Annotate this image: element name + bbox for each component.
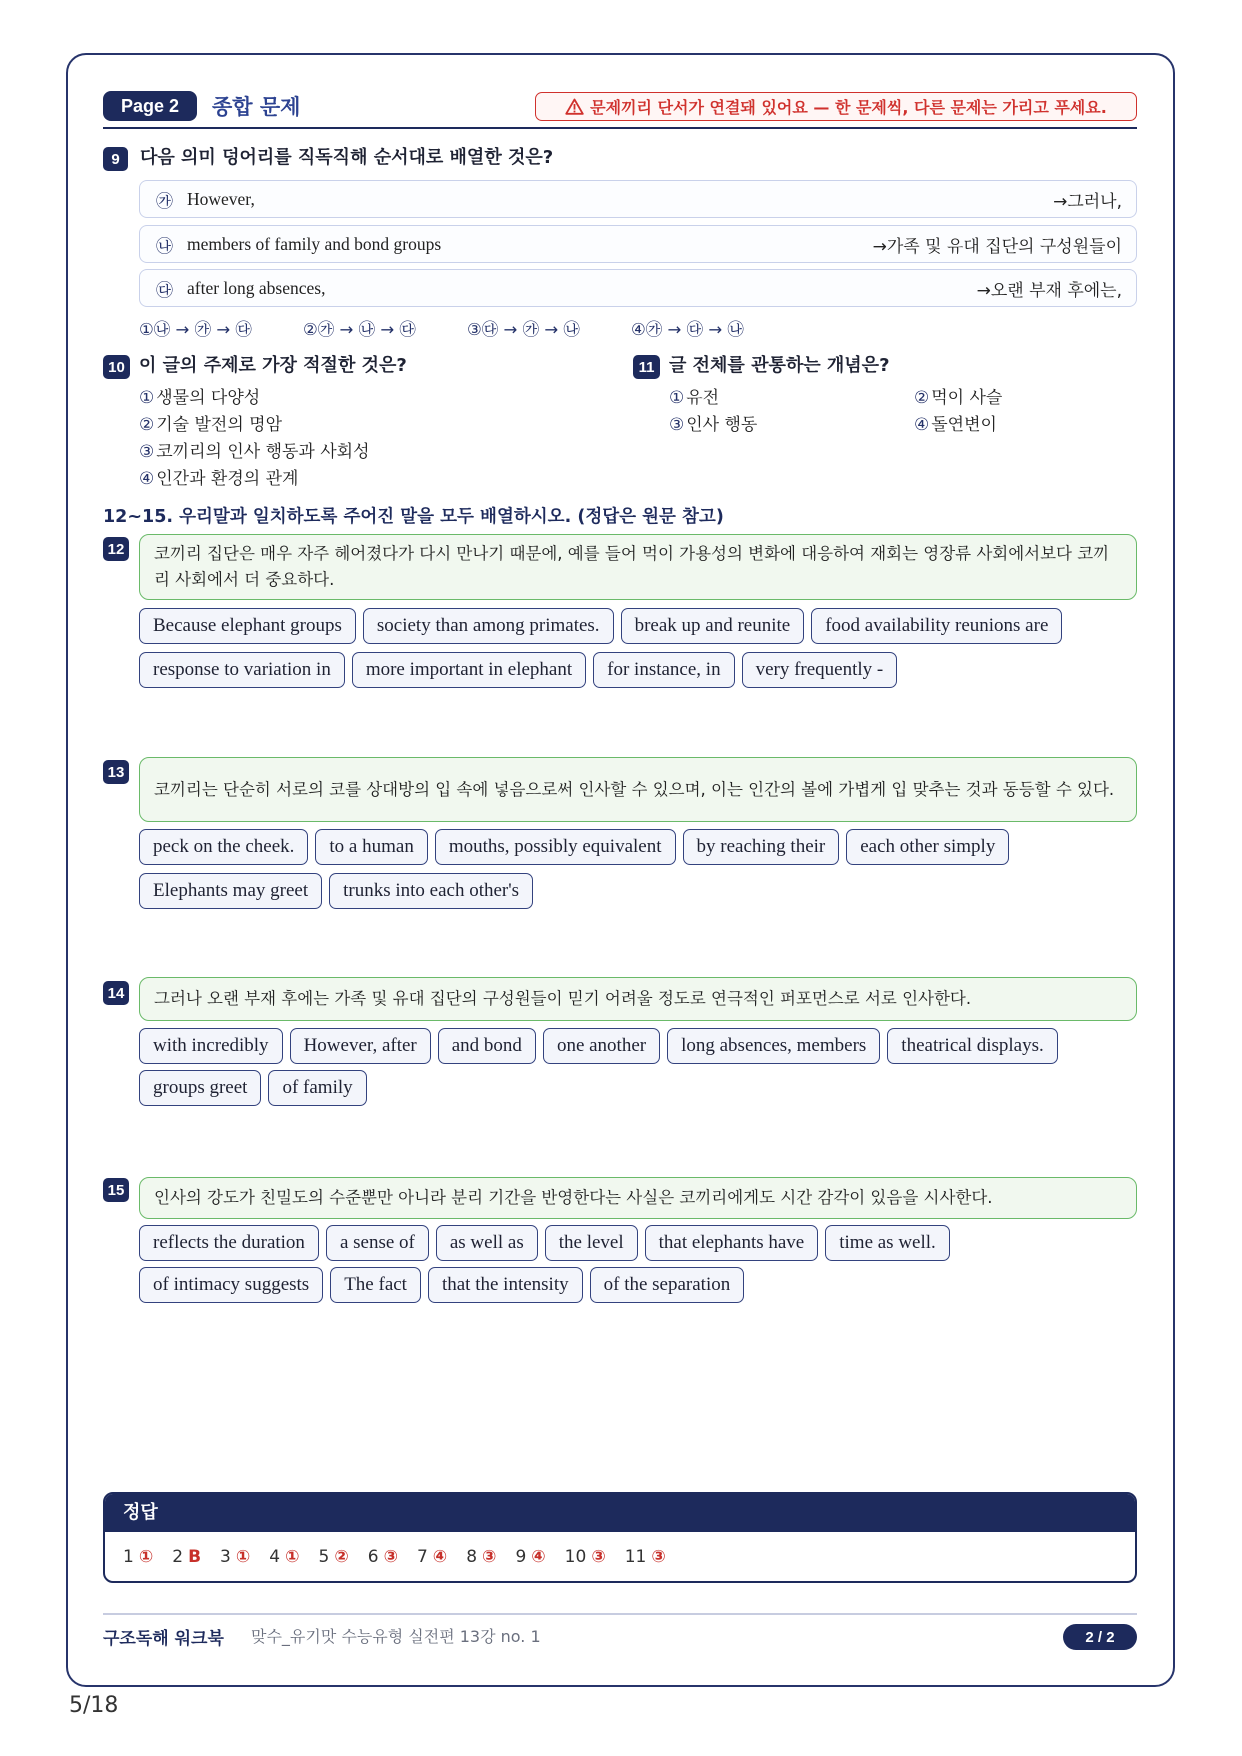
answer-number: 4 xyxy=(269,1547,281,1567)
answer-key-row xyxy=(105,1532,1135,1570)
word-chip: time as well. xyxy=(825,1225,950,1261)
word-chip: as well as xyxy=(436,1225,538,1261)
q9-choice-2 xyxy=(303,319,467,341)
option-marker: ③ xyxy=(139,442,155,462)
answer-key-title: 정답 xyxy=(105,1494,1135,1532)
arrange-section-heading: 12~15. 우리말과 일치하도록 주어진 말을 모두 배열하시오. (정답은 원문 참고) xyxy=(103,507,724,527)
q9-choice-3 xyxy=(467,319,631,341)
q9-choice-1 xyxy=(139,319,303,341)
word-chip: the level xyxy=(545,1225,638,1261)
question-badge-12: 12 xyxy=(103,537,129,561)
word-chip: peck on the cheek. xyxy=(139,829,308,865)
q12-chip-row-2 xyxy=(139,652,897,688)
section-title: 종합 문제 xyxy=(212,95,301,119)
option-text: 생물의 다양성 xyxy=(156,388,261,408)
q10-options xyxy=(139,385,370,493)
option-korean-gloss: →가족 및 유대 집단의 구성원들이 xyxy=(872,236,1122,257)
answer-number: 3 xyxy=(220,1547,231,1567)
option-marker: ㉯ xyxy=(156,236,173,257)
q15-chip-row-1 xyxy=(139,1225,950,1261)
word-chip: with incredibly xyxy=(139,1028,283,1064)
option-text: 유전 xyxy=(686,388,720,408)
answer-number: 2 xyxy=(172,1547,184,1567)
option-english: However, xyxy=(187,188,255,209)
answer-key-box xyxy=(103,1492,1137,1583)
answer-item xyxy=(269,1544,299,1570)
word-chip: more important in elephant xyxy=(352,652,586,688)
warning-text: 문제끼리 단서가 연결돼 있어요 — 한 문제씩, 다른 문제는 가리고 푸세요. xyxy=(590,98,1107,117)
q11-option-3 xyxy=(669,412,914,439)
question-11-prompt: 글 전체를 관통하는 개념은? xyxy=(669,355,890,376)
option-text: 기술 발전의 명암 xyxy=(156,415,283,435)
option-text: 돌연변이 xyxy=(931,415,997,435)
answer-number: 8 xyxy=(466,1547,478,1567)
answer-item xyxy=(417,1544,447,1570)
q12-chip-row-1 xyxy=(139,608,1062,644)
choice-sequence: ㉮ → ㉰ → ㉯ xyxy=(645,320,744,339)
option-korean-gloss: →오랜 부재 후에는, xyxy=(976,280,1122,301)
option-marker: ① xyxy=(669,388,685,408)
answer-item xyxy=(319,1544,349,1570)
q14-chip-row-1 xyxy=(139,1028,1058,1064)
answer-number: 7 xyxy=(416,1547,428,1567)
answer-mark: ② xyxy=(334,1547,349,1567)
word-chip: Because elephant groups xyxy=(139,608,356,644)
answer-mark: ① xyxy=(138,1547,154,1567)
option-english: members of family and bond groups xyxy=(187,233,442,254)
answer-mark: ④ xyxy=(531,1547,546,1567)
choice-sequence: ㉰ → ㉮ → ㉯ xyxy=(481,320,580,339)
footer-rule xyxy=(103,1613,1137,1615)
q11-options xyxy=(669,385,1114,439)
option-text: 인사 행동 xyxy=(686,415,758,435)
answer-mark: ① xyxy=(285,1547,300,1567)
word-chip: of the separation xyxy=(590,1267,745,1303)
question-badge-15: 15 xyxy=(103,1178,129,1202)
option-text: 먹이 사슬 xyxy=(931,388,1003,408)
word-chip: theatrical displays. xyxy=(887,1028,1057,1064)
answer-item xyxy=(368,1544,398,1570)
word-chip: food availability reunions are xyxy=(811,608,1062,644)
warning-banner xyxy=(535,92,1137,121)
option-marker: ④ xyxy=(139,469,155,489)
choice-sequence: ㉯ → ㉮ → ㉰ xyxy=(153,320,252,339)
answer-item xyxy=(515,1544,545,1570)
word-chip: and bond xyxy=(438,1028,536,1064)
word-chip: However, after xyxy=(290,1028,431,1064)
footer-brand: 구조독해 워크북 xyxy=(103,1629,224,1649)
answer-mark: ③ xyxy=(651,1547,666,1567)
q14-chip-row-2 xyxy=(139,1070,367,1106)
answer-mark: ③ xyxy=(383,1547,398,1567)
header-rule xyxy=(103,127,1137,129)
word-chip: The fact xyxy=(330,1267,421,1303)
question-badge-11: 11 xyxy=(633,355,660,379)
answer-item xyxy=(466,1544,496,1570)
question-10-prompt: 이 글의 주제로 가장 적절한 것은? xyxy=(139,355,407,376)
option-marker: ④ xyxy=(914,415,930,435)
word-chip: to a human xyxy=(315,829,427,865)
word-chip: Elephants may greet xyxy=(139,873,322,909)
answer-item xyxy=(220,1544,250,1570)
answer-number: 9 xyxy=(515,1547,527,1567)
option-marker: ㉰ xyxy=(156,280,173,301)
answer-mark: ③ xyxy=(482,1547,497,1567)
q9-option-na xyxy=(139,225,1137,263)
option-marker: ② xyxy=(139,415,155,435)
choice-marker: ③ xyxy=(467,320,482,339)
page-label-pill: Page 2 xyxy=(103,91,197,121)
answer-item xyxy=(172,1544,201,1570)
q9-option-da xyxy=(139,269,1137,307)
option-marker: ㉮ xyxy=(156,191,173,212)
option-marker: ① xyxy=(139,388,155,408)
q14-korean-sentence: 그러나 오랜 부재 후에는 가족 및 유대 집단의 구성원들이 믿기 어려울 정도로 연극적인 퍼포먼스로 서로 인사한다. xyxy=(139,977,1137,1021)
q9-option-ga xyxy=(139,180,1137,218)
option-marker: ③ xyxy=(669,415,685,435)
word-chip: one another xyxy=(543,1028,660,1064)
q13-chip-row-1 xyxy=(139,829,1009,865)
question-badge-14: 14 xyxy=(103,981,129,1005)
word-chip: reflects the duration xyxy=(139,1225,319,1261)
q9-choice-4 xyxy=(631,319,795,341)
answer-mark: ④ xyxy=(432,1547,448,1567)
footer-page-pill: 2 / 2 xyxy=(1063,1624,1137,1650)
footer-subtitle: 맞수_유기맛 수능유형 실전편 13강 no. 1 xyxy=(251,1627,541,1646)
word-chip: that elephants have xyxy=(645,1225,819,1261)
word-chip: very frequently - xyxy=(742,652,898,688)
q11-option-4 xyxy=(914,412,1114,439)
word-chip: each other simply xyxy=(846,829,1009,865)
q10-option-3 xyxy=(139,439,370,466)
word-chip: groups greet xyxy=(139,1070,261,1106)
question-badge-10: 10 xyxy=(103,355,130,379)
word-chip: break up and reunite xyxy=(621,608,805,644)
word-chip: trunks into each other's xyxy=(329,873,533,909)
choice-marker: ① xyxy=(139,320,154,339)
q13-korean-sentence: 코끼리는 단순히 서로의 코를 상대방의 입 속에 넣음으로써 인사할 수 있으며, 이는 인간의 볼에 가볍게 입 맞추는 것과 동등할 수 있다. xyxy=(139,757,1137,822)
word-chip: long absences, members xyxy=(667,1028,880,1064)
answer-number: 5 xyxy=(318,1547,330,1567)
answer-number: 1 xyxy=(123,1547,134,1567)
answer-number: 11 xyxy=(624,1547,647,1567)
word-chip: for instance, in xyxy=(593,652,734,688)
question-badge-13: 13 xyxy=(103,760,129,784)
word-chip: by reaching their xyxy=(683,829,840,865)
word-chip: that the intensity xyxy=(428,1267,583,1303)
q11-option-2 xyxy=(914,385,1114,412)
q12-korean-sentence: 코끼리 집단은 매우 자주 헤어졌다가 다시 만나기 때문에, 예를 들어 먹이 가용성의 변화에 대응하여 재회는 영장류 사회에서보다 코끼리 사회에서 더 중요하다. xyxy=(139,534,1137,600)
word-chip: response to variation in xyxy=(139,652,345,688)
q10-option-4 xyxy=(139,466,370,493)
word-chip: society than among primates. xyxy=(363,608,614,644)
choice-sequence: ㉮ → ㉯ → ㉰ xyxy=(317,320,416,339)
option-text: 코끼리의 인사 행동과 사회성 xyxy=(156,442,370,462)
q13-chip-row-2 xyxy=(139,873,533,909)
q11-option-1 xyxy=(669,385,914,412)
answer-number: 6 xyxy=(367,1547,379,1567)
q10-option-2 xyxy=(139,412,370,439)
answer-item xyxy=(625,1544,666,1570)
q15-korean-sentence: 인사의 강도가 친밀도의 수준뿐만 아니라 분리 기간을 반영한다는 사실은 코끼리에게도 시간 감각이 있음을 시사한다. xyxy=(139,1177,1137,1219)
choice-marker: ④ xyxy=(631,320,646,339)
option-korean-gloss: →그러나, xyxy=(1053,191,1122,212)
word-chip: of family xyxy=(268,1070,366,1106)
answer-number: 10 xyxy=(564,1547,587,1567)
choice-marker: ② xyxy=(303,320,318,339)
word-chip: of intimacy suggests xyxy=(139,1267,323,1303)
option-marker: ② xyxy=(914,388,930,408)
option-text: 인간과 환경의 관계 xyxy=(156,469,299,489)
answer-mark: B xyxy=(188,1547,202,1567)
answer-mark: ③ xyxy=(591,1547,606,1567)
answer-item xyxy=(123,1544,153,1570)
question-9-prompt: 다음 의미 덩어리를 직독직해 순서대로 배열한 것은? xyxy=(140,147,554,168)
answer-item xyxy=(565,1544,606,1570)
word-chip: mouths, possibly equivalent xyxy=(435,829,676,865)
q9-choices xyxy=(139,319,795,341)
option-english: after long absences, xyxy=(187,277,326,298)
answer-mark: ① xyxy=(235,1547,251,1567)
warning-icon xyxy=(565,98,584,115)
q15-chip-row-2 xyxy=(139,1267,744,1303)
q10-option-1 xyxy=(139,385,370,412)
document-page-counter: 5/18 xyxy=(69,1693,119,1718)
word-chip: a sense of xyxy=(326,1225,429,1261)
question-badge-9: 9 xyxy=(103,147,128,171)
